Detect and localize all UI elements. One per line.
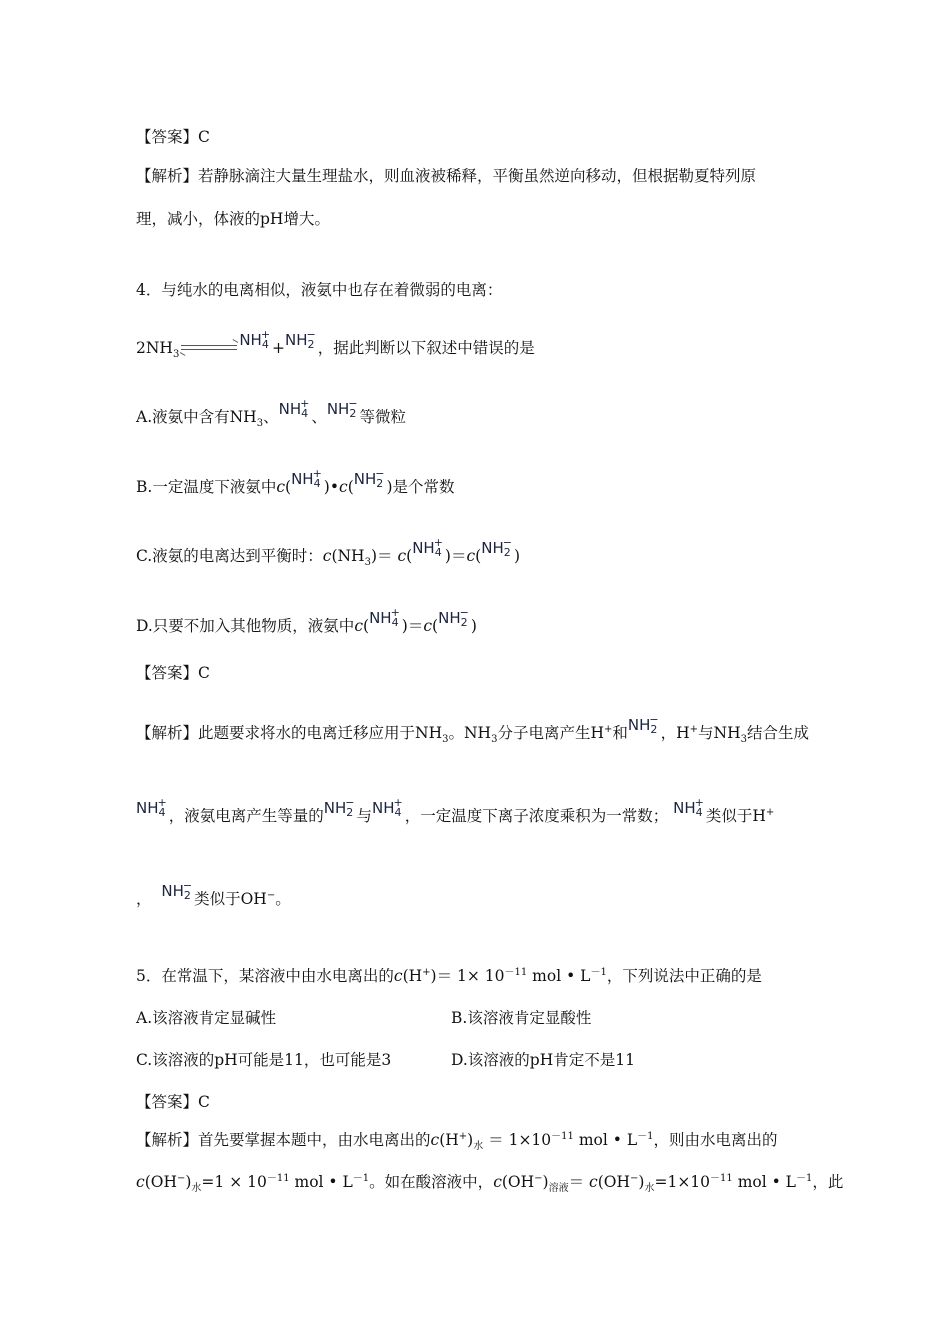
q4-explanation-line1: 【解析】此题要求将水的电离迁移应用于$NH_3$。$NH_3$分子电离产生H+和$NH_2^-$，H+与$NH_3$结合生成 (136, 713, 809, 746)
q4-option-c: C.液氨的电离达到平衡时：$c(NH_3)= c(NH_4^+)=c(NH_2^-)$ (136, 536, 521, 569)
q4-explanation-line2: $NH_4^+$，液氨电离产生等量的$NH_2^-$与$NH_4^+$，一定温度下离子浓度乘积为一常数； $NH_4^+$类似于H+ (136, 796, 775, 825)
nh2-ion: $NH_2^-$ (627, 713, 659, 736)
q4-equation: $2NH_3$ $NH_4^++NH_2^-$，据此判断以下叙述中错误的是 (136, 328, 535, 361)
q5-stem: 5．在常温下，某溶液中由水电离出的$c(H^+)= 1\times 10^{-11}$ mol • $L^{-1}$，下列说法中正确的是 (136, 966, 762, 985)
q3-explanation-line2: 理，减小，体液的pH增大。 (136, 210, 330, 228)
nh2-ion: $NH_2^-$ (438, 606, 469, 629)
nh4-ion: $NH_4^+$ (673, 796, 704, 819)
q4-option-a: A.液氨中含有$NH_3$、$NH_4^+$、$NH_2^-$等微粒 (136, 397, 407, 430)
nh2-ion: $NH_2^-$ (285, 328, 316, 351)
equilibrium-arrow-icon (179, 342, 239, 354)
nh4-ion: $NH_4^+$ (369, 606, 400, 629)
q4-stem: 4．与纯水的电离相似，液氨中也存在着微弱的电离： (136, 281, 503, 299)
nh4-ion: $NH_4^+$ (412, 536, 443, 559)
nh4-ion: $NH_4^+$ (371, 796, 403, 819)
nh4-ion: $NH_4^+$ (291, 467, 322, 490)
q4-answer: 【答案】C (136, 664, 210, 682)
nh2-ion: $NH_2^-$ (326, 397, 358, 420)
q4-option-b: B.一定温度下液氨中$c(NH_4^+)•c(NH_2^-)$是个常数 (136, 467, 455, 496)
nh2-ion: $NH_2^-$ (481, 536, 512, 559)
q5-option-a: A.该溶液肯定显碱性 (136, 1009, 277, 1027)
q4-option-d: D.只要不加入其他物质，液氨中$c(NH_4^+)=c(NH_2^-)$ (136, 606, 477, 635)
q4-explanation-line3: ， $NH_2^-$类似于OH−。 (136, 879, 291, 908)
q5-option-b: B.该溶液肯定显酸性 (451, 1009, 592, 1027)
q3-answer: 【答案】C (136, 128, 210, 146)
nh4-ion: $NH_4^+$ (136, 796, 167, 819)
nh4-ion: $NH_4^+$ (239, 328, 271, 351)
q5-explanation-line2: $c(OH^-)_水=1 \times 10^{-11}$ mol • $L^{-1}$。如在酸溶液中，$c(OH^-)_{溶液}= c(OH^-)_水=1\times 10^{-11}$ mol • $L^{-1}$，此 (136, 1172, 844, 1195)
q5-option-c: C.该溶液的pH可能是11，也可能是3 (136, 1051, 392, 1069)
nh2-ion: $NH_2^-$ (353, 467, 385, 490)
q5-explanation-line1: 【解析】首先要掌握本题中，由水电离出的$c(H^+)_水 = 1\times 10^{-11}$ mol • $L^{-1}$，则由水电离出的 (136, 1130, 778, 1153)
q5-answer: 【答案】C (136, 1093, 210, 1111)
nh4-ion: $NH_4^+$ (278, 397, 310, 420)
q3-explanation-line1: 【解析】若静脉滴注大量生理盐水，则血液被稀释，平衡虽然逆向移动，但根据勒夏特列原 (136, 167, 757, 185)
q5-option-d: D.该溶液的pH肯定不是11 (451, 1051, 635, 1069)
nh2-ion: $NH_2^-$ (161, 879, 193, 902)
nh2-ion: $NH_2^-$ (323, 796, 355, 819)
